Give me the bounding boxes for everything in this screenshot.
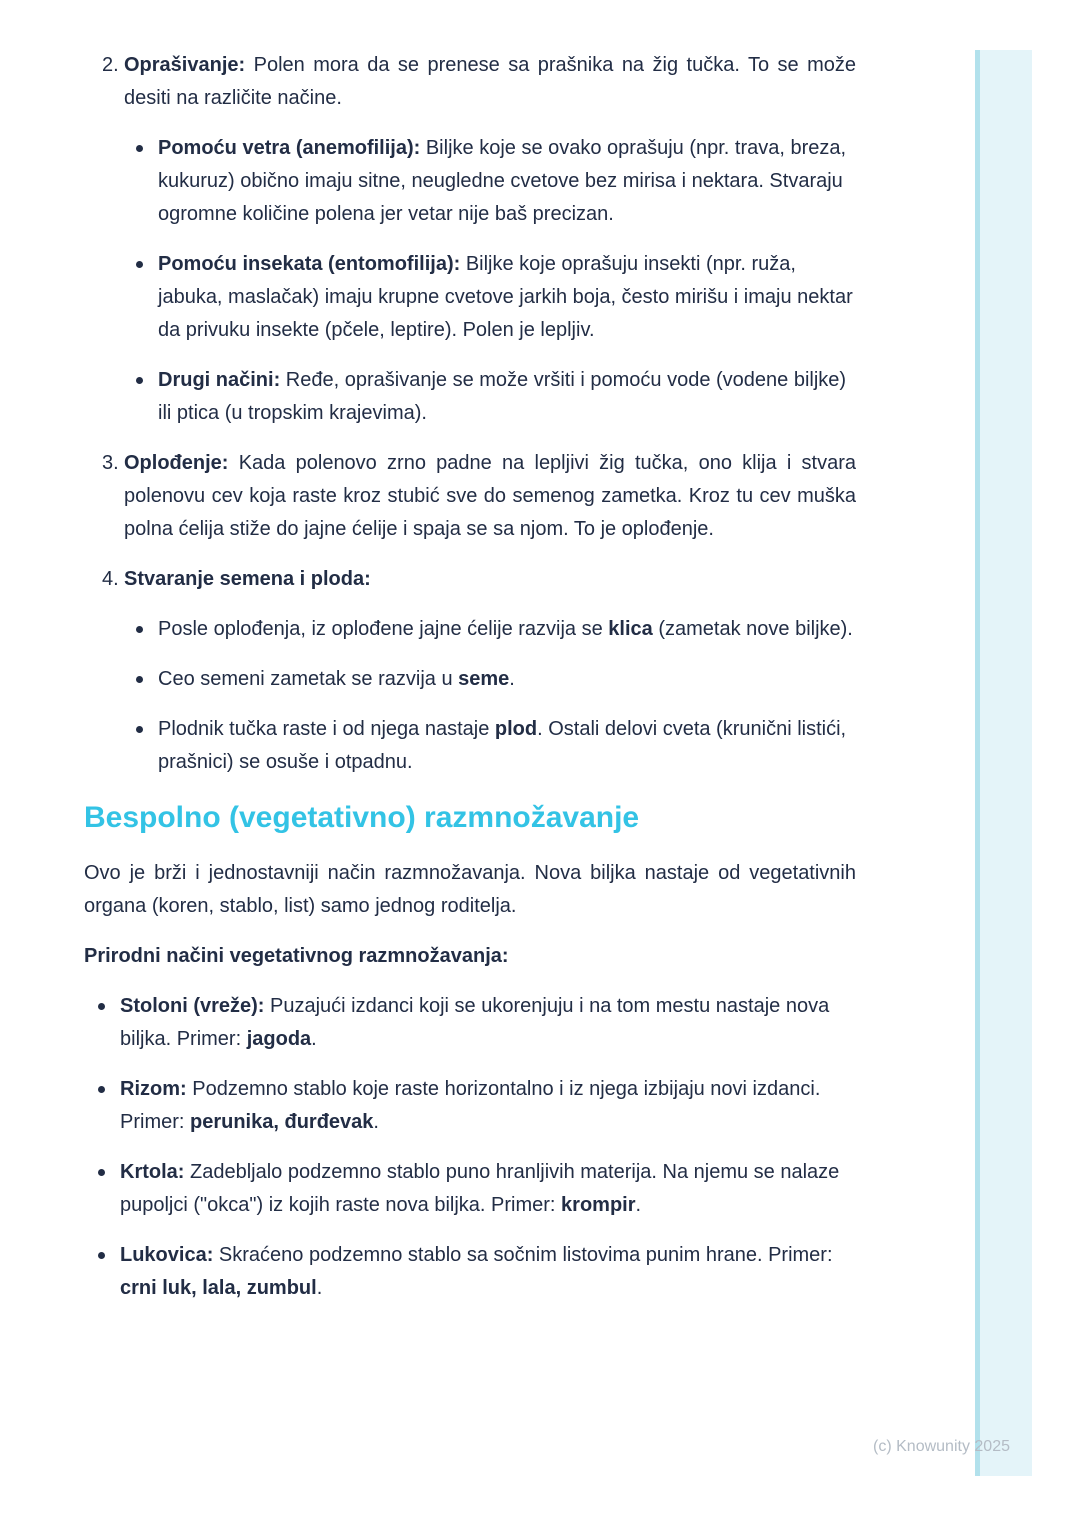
bullet-item-rizom xyxy=(84,1073,856,1139)
bullet-item-seme xyxy=(124,663,856,696)
bullet-text xyxy=(120,1156,856,1222)
bullet-keyword: seme xyxy=(458,668,510,690)
item-number: 2. xyxy=(102,54,119,76)
item-number: 3. xyxy=(102,452,119,474)
bullet-keyword: klica xyxy=(608,618,653,640)
vegetative-methods-list xyxy=(84,990,856,1305)
bullet-example: krompir xyxy=(561,1194,636,1216)
bullet-marker xyxy=(124,663,158,696)
bullet-text xyxy=(120,990,856,1056)
bullet-example: jagoda xyxy=(246,1028,312,1050)
bullet-item-plod xyxy=(124,713,856,779)
bullet-text xyxy=(120,1073,856,1139)
bullet-description: Ređe, oprašivanje se može vršiti i pomoću vode (vodene biljke) ili ptica (u tropskim krajevima). xyxy=(158,369,847,424)
bullet-example: crni luk, lala, zumbul xyxy=(120,1277,317,1299)
item-body xyxy=(124,447,856,546)
bullet-text xyxy=(158,663,856,696)
numbered-list xyxy=(84,49,856,779)
list-item-pollination xyxy=(84,49,856,430)
section-intro: Ovo je brži i jednostavniji način razmnožavanja. Nova biljka nastaje od vegetativnih organa (koren, stablo, list) samo jednog roditelja. xyxy=(84,862,856,917)
item-title: Oplođenje: xyxy=(124,452,229,474)
bullet-item-insects xyxy=(124,248,856,347)
bullet-text xyxy=(158,364,856,430)
bullet-item-wind xyxy=(124,132,856,231)
bullet-example: perunika, đurđevak xyxy=(190,1111,374,1133)
bullet-marker xyxy=(124,364,158,430)
bullet-marker xyxy=(84,1073,120,1139)
bullet-description: . xyxy=(509,668,515,690)
bullet-title: Pomoću vetra (anemofilija): xyxy=(158,137,421,159)
bullet-marker xyxy=(84,1239,120,1305)
bullet-description: (zametak nove biljke). xyxy=(652,618,853,640)
pollination-methods-list xyxy=(124,132,856,430)
bullet-description: Biljke koje oprašuju insekti (npr. ruža, jabuka, maslačak) imaju krupne cvetove jarkih boja, često mirišu i imaju nektar da privuku insekte (pčele, leptire). Polen je lepljiv. xyxy=(158,253,853,341)
bullet-description: Skraćeno podzemno stablo sa sočnim listovima punim hrane. Primer: xyxy=(218,1244,833,1266)
bullet-text xyxy=(158,132,856,231)
bullet-description: Podzemno stablo koje raste horizontalno i iz njega izbijaju novi izdanci. Primer: xyxy=(120,1078,821,1133)
bullet-text xyxy=(158,613,856,646)
bullet-period: . xyxy=(311,1028,317,1050)
right-accent-strip xyxy=(975,50,1032,1476)
bullet-marker xyxy=(124,613,158,646)
bullet-description: Posle oplođenja, iz oplođene jajne ćelije razvija se xyxy=(158,618,609,640)
bullet-text xyxy=(158,713,856,779)
bullet-title: Stoloni (vreže): xyxy=(120,995,265,1017)
item-text xyxy=(124,563,856,596)
bullet-title: Krtola: xyxy=(120,1161,185,1183)
bullet-item-stoloni xyxy=(84,990,856,1056)
list-item-fertilization xyxy=(84,447,856,546)
bullet-marker xyxy=(84,1156,120,1222)
bullet-keyword: plod xyxy=(494,718,538,740)
subheading: Prirodni načini vegetativnog razmnožavanja: xyxy=(84,945,509,967)
bullet-item-other-ways xyxy=(124,364,856,430)
bullet-period: . xyxy=(316,1277,323,1299)
bullet-description: Puzajući izdanci koji se ukorenjuju i na tom mestu nastaje nova biljka. Primer: xyxy=(120,995,830,1050)
bullet-description: Ceo semeni zametak se razvija u xyxy=(158,668,459,690)
item-title: Oprašivanje: xyxy=(124,54,246,76)
bullet-period: . xyxy=(373,1111,379,1133)
bullet-item-klica xyxy=(124,613,856,646)
item-text xyxy=(124,49,856,115)
bullet-item-krtola xyxy=(84,1156,856,1222)
copyright-watermark: (c) Knowunity 2025 xyxy=(873,1438,1010,1455)
bullet-description: Zadebljalo podzemno stablo puno hranljivih materija. Na njemu se nalaze pupoljci ("okca") iz kojih raste nova biljka. Primer: xyxy=(120,1161,840,1216)
bullet-description: Biljke koje se ovako oprašuju (npr. trava, breza, kukuruz) obično imaju sitne, neugledne cvetove bez mirisa i nektara. Stvaraju ogromne količine polena jer vetar nije baš precizan. xyxy=(158,137,847,225)
item-title: Stvaranje semena i ploda: xyxy=(124,568,371,590)
bullet-period: . xyxy=(635,1194,642,1216)
seed-formation-list xyxy=(124,613,856,779)
list-item-seed-and-fruit xyxy=(84,563,856,779)
item-number: 4. xyxy=(102,568,119,590)
item-body xyxy=(124,563,856,779)
bullet-description: Plodnik tučka raste i od njega nastaje xyxy=(158,718,495,740)
item-description: Polen mora da se prenese sa prašnika na žig tučka. To se može desiti na različite načine. xyxy=(124,54,856,109)
bullet-item-lukovica xyxy=(84,1239,856,1305)
bullet-title: Pomoću insekata (entomofilija): xyxy=(158,253,461,275)
bullet-title: Drugi načini: xyxy=(158,369,281,391)
item-description: Kada polenovo zrno padne na lepljivi žig tučka, ono klija i stvara polenovu cev koja raste kroz stubić sve do semenog zametka. Kroz tu cev muška polna ćelija stiže do jajne ćelije i spaja se sa njom. To je oplođenje. xyxy=(124,452,856,540)
bullet-title: Lukovica: xyxy=(120,1244,214,1266)
bullet-marker xyxy=(84,990,120,1056)
bullet-marker xyxy=(124,132,158,231)
item-text xyxy=(124,447,856,546)
bullet-title: Rizom: xyxy=(120,1078,187,1100)
section-heading: Bespolno (vegetativno) razmnožavanje xyxy=(84,801,640,834)
item-body xyxy=(124,49,856,430)
bullet-description: . Ostali delovi cveta (krunični listići, prašnici) se osuše i otpadnu. xyxy=(158,718,847,773)
bullet-marker xyxy=(124,713,158,779)
bullet-text xyxy=(158,248,856,347)
bullet-marker xyxy=(124,248,158,347)
bullet-text xyxy=(120,1239,856,1305)
document-content xyxy=(84,49,856,1322)
